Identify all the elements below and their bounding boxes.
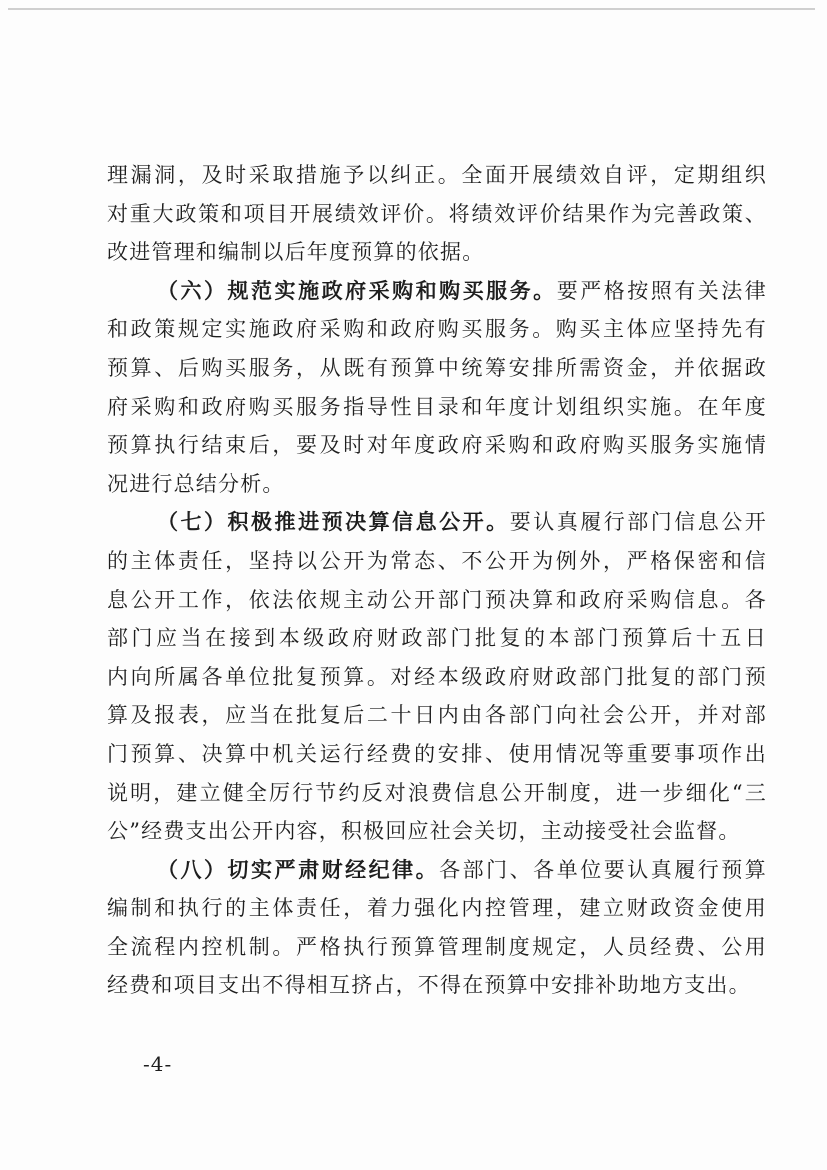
section-first-line bbox=[107, 851, 767, 890]
body-text bbox=[107, 156, 767, 1005]
text-line: 说明，建立健全厉行节约反对浪费信息公开制度，进一步细化“三 bbox=[107, 780, 767, 805]
text-line: 编制和执行的主体责任，着力强化内控管理，建立财政资金使用 bbox=[107, 896, 767, 921]
text-line: 和政策规定实施政府采购和政府购买服务。购买主体应坚持先有 bbox=[107, 317, 767, 342]
text-line: 息公开工作，依法依规主动公开部门预决算和政府采购信息。各 bbox=[107, 587, 767, 612]
section-heading: （七）积极推进预决算信息公开。 bbox=[157, 509, 510, 535]
page-number: -4- bbox=[143, 1052, 173, 1076]
text-line: 改进管理和编制以后年度预算的依据。 bbox=[107, 240, 485, 265]
section-heading: （八）切实严肃财经纪律。 bbox=[157, 856, 440, 882]
text-span: 要认真履行部门信息公开 bbox=[509, 510, 767, 535]
text-span: 要严格按照有关法律 bbox=[556, 278, 767, 303]
section-first-line bbox=[107, 503, 767, 542]
text-span: 各部门、各单位要认真履行预算 bbox=[439, 857, 767, 882]
text-line: 部门应当在接到本级政府财政部门批复的本部门预算后十五日 bbox=[107, 626, 767, 651]
section-first-line bbox=[107, 272, 767, 311]
text-line: 内向所属各单位批复预算。对经本级政府财政部门批复的部门预 bbox=[107, 664, 767, 689]
text-line: 全流程内控机制。严格执行预算管理制度规定，人员经费、公用 bbox=[107, 934, 767, 959]
text-line: 况进行总结分析。 bbox=[107, 471, 285, 496]
scan-edge-line bbox=[8, 8, 815, 10]
text-line: 门预算、决算中机关运行经费的安排、使用情况等重要事项作出 bbox=[107, 741, 767, 766]
text-line: 的主体责任，坚持以公开为常态、不公开为例外，严格保密和信 bbox=[107, 548, 767, 573]
section-heading: （六）规范实施政府采购和购买服务。 bbox=[157, 277, 557, 303]
text-line: 对重大政策和项目开展绩效评价。将绩效评价结果作为完善政策、 bbox=[107, 201, 767, 226]
text-line: 公”经费支出公开内容，积极回应社会关切，主动接受社会监督。 bbox=[107, 819, 741, 844]
text-line: 预算执行结束后，要及时对年度政府采购和政府购买服务实施情 bbox=[107, 433, 767, 458]
text-line: 经费和项目支出不得相互挤占，不得在预算中安排补助地方支出。 bbox=[107, 973, 751, 998]
text-line: 算及报表，应当在批复后二十日内由各部门向社会公开，并对部 bbox=[107, 703, 767, 728]
text-line: 理漏洞，及时采取措施予以纠正。全面开展绩效自评，定期组织 bbox=[107, 163, 767, 187]
text-line: 预算、后购买服务，从既有预算中统筹安排所需资金，并依据政 bbox=[107, 355, 767, 380]
text-line: 府采购和政府购买服务指导性目录和年度计划组织实施。在年度 bbox=[107, 394, 767, 419]
